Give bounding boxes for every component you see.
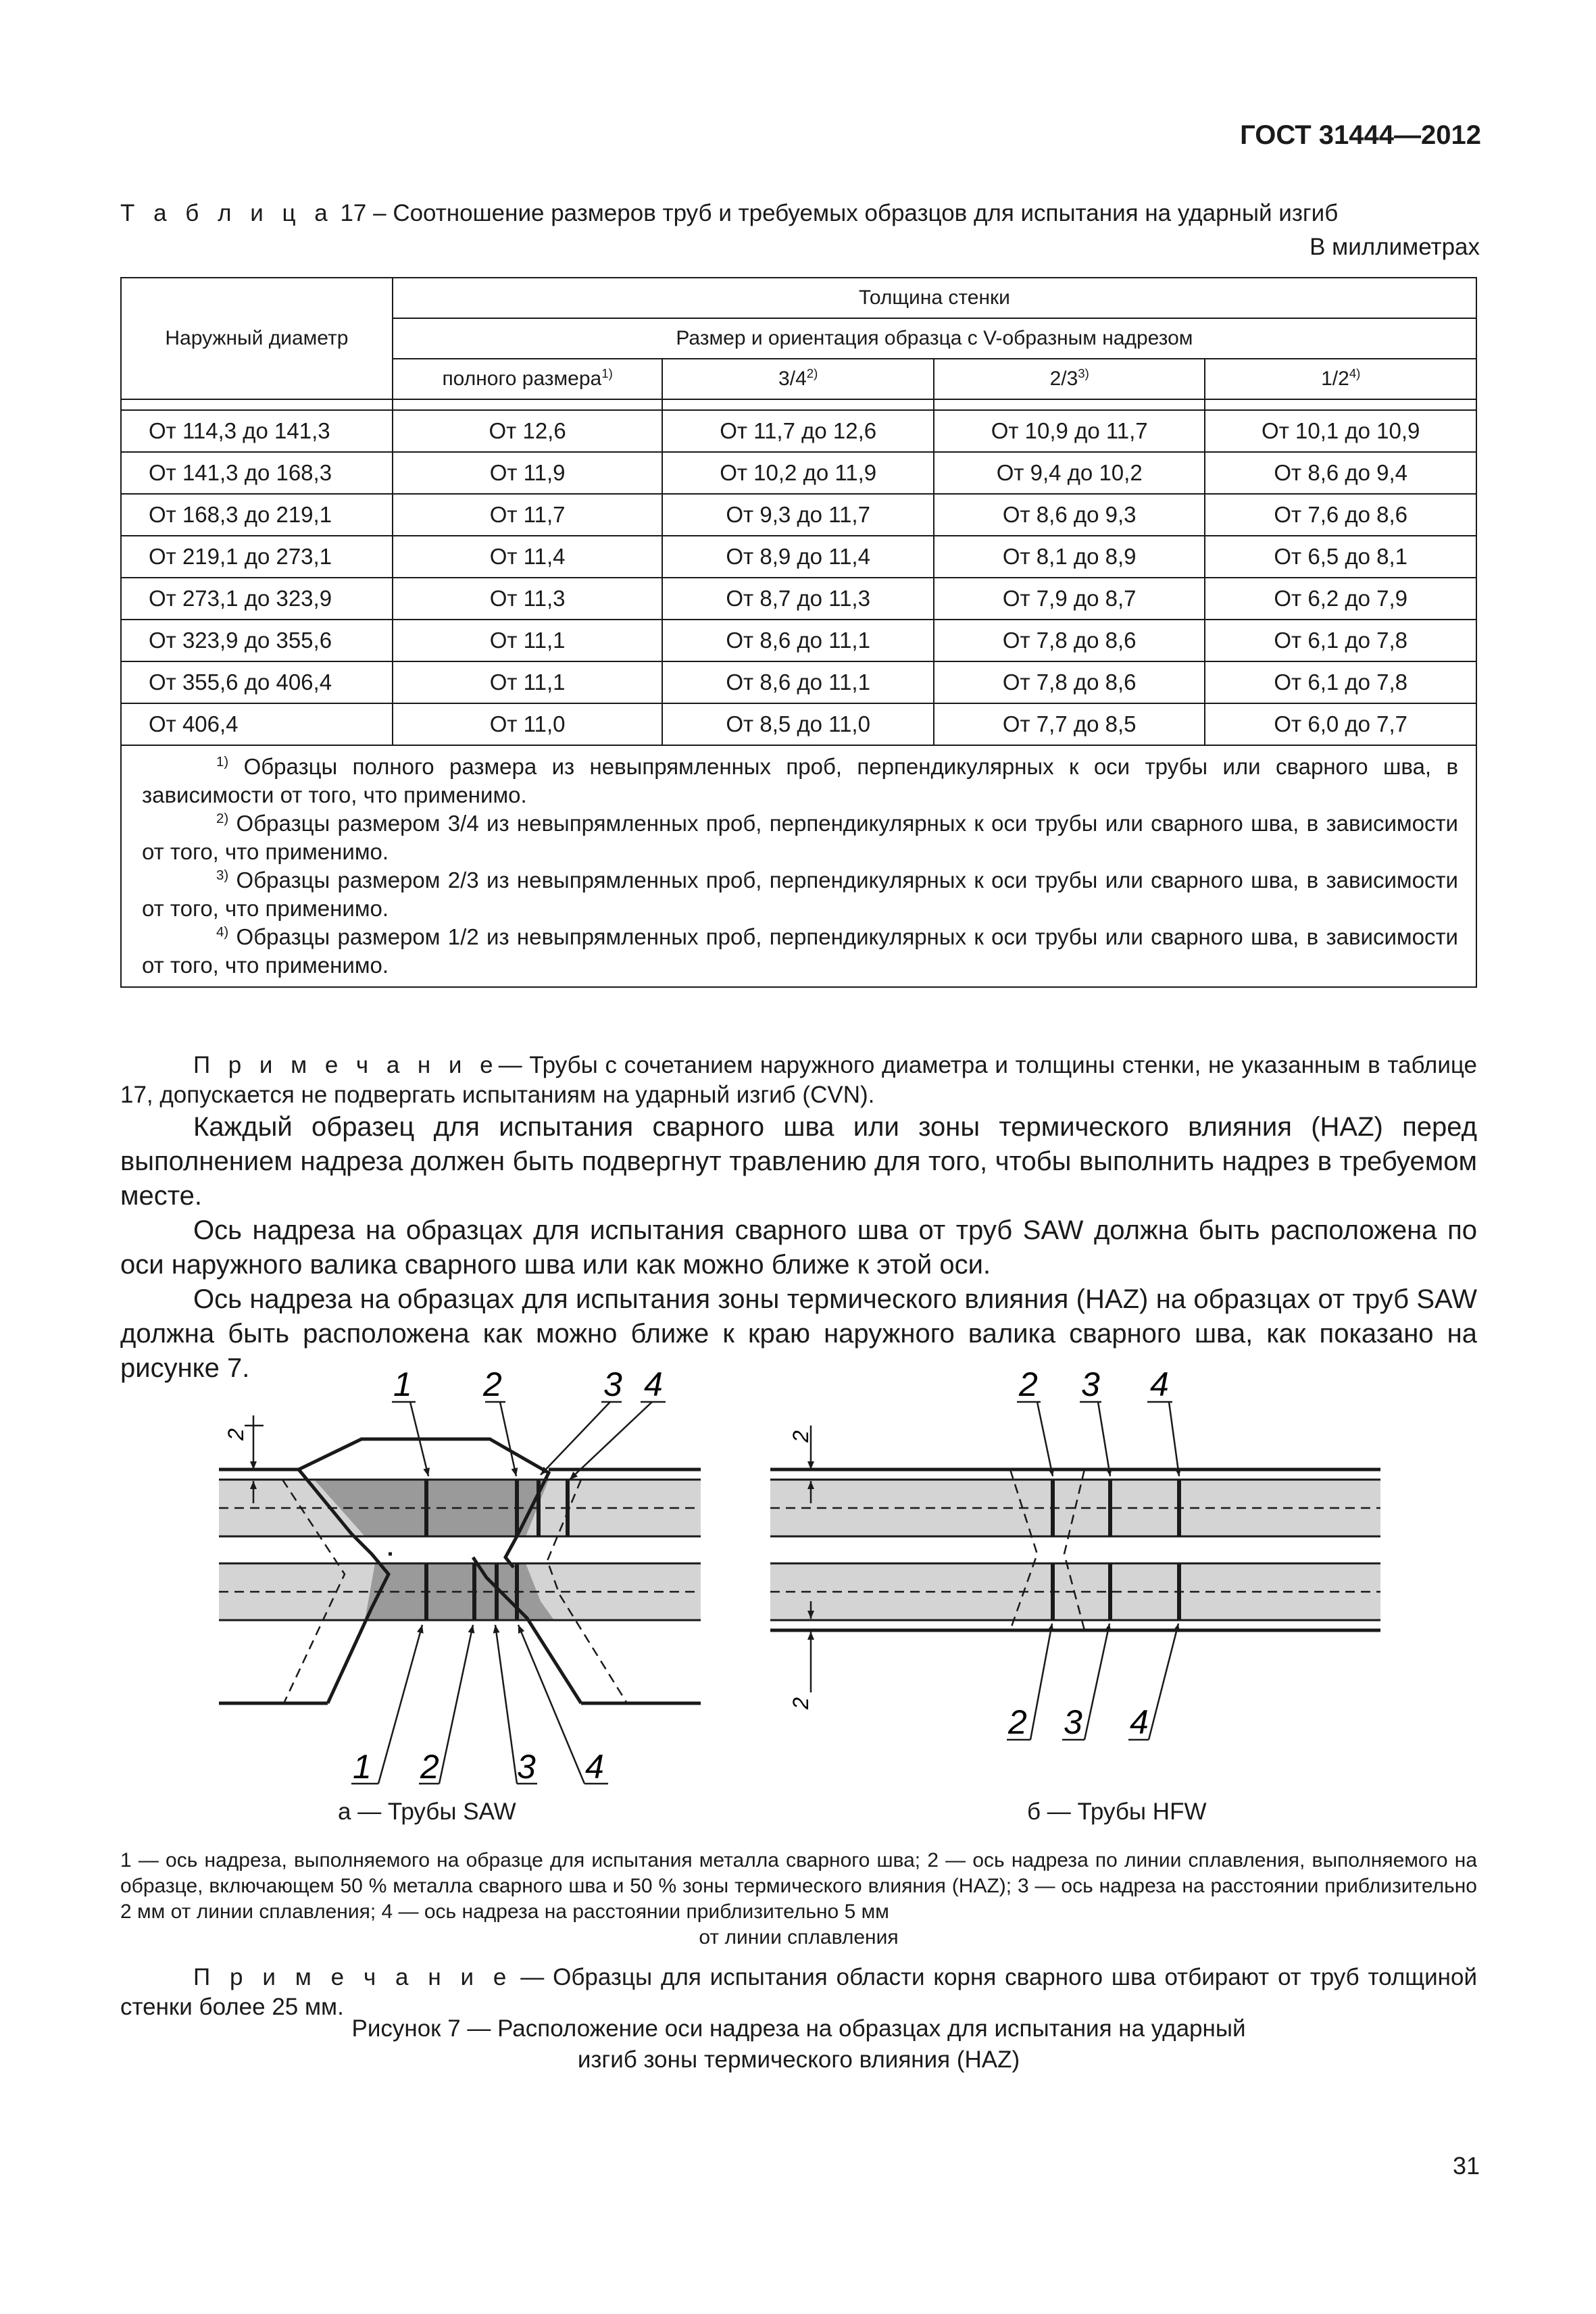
- saw-label-1-bottom: 1: [353, 1748, 372, 1786]
- saw-diagram: [219, 1365, 701, 1786]
- hfw-label-4-top: 4: [1150, 1365, 1169, 1403]
- table-cell: От 11,9: [393, 452, 663, 494]
- table-cell: От 8,6 до 9,3: [934, 494, 1205, 536]
- saw-dim-label: 2: [224, 1428, 248, 1440]
- saw-label-2-bottom: 2: [420, 1748, 439, 1786]
- table-cell: От 168,3 до 219,1: [121, 494, 393, 536]
- table-cell: От 9,3 до 11,7: [662, 494, 934, 536]
- figure-legend: 1 — ось надреза, выполняемого на образце для испытания металла сварного шва; 2 — ось надреза по линии сплавления, выполняемого на образце, включающем 50 % металла сварного шва и 50 % зоны термического влияния (HAZ); 3 — ось надреза на расстоянии приблизительно 2 мм от линии сплавления; 4 — ось надреза на расстоянии приблизительно 5 мм: [120, 1849, 1477, 1923]
- table-cell: От 7,8 до 8,6: [934, 620, 1205, 661]
- table-cell: От 6,1 до 7,8: [1205, 620, 1476, 661]
- table-row: [121, 620, 1476, 661]
- saw-label-1-top: 1: [393, 1365, 412, 1403]
- table-cell: От 11,1: [393, 620, 663, 661]
- header-thickness: Толщина стенки: [393, 278, 1476, 318]
- table-cell: От 7,8 до 8,6: [934, 661, 1205, 703]
- table-cell: От 11,0: [393, 703, 663, 745]
- saw-label-4-bottom: 4: [585, 1748, 604, 1786]
- figure-note-text: — Образцы для испытания области корня сварного шва отбирают от труб толщиной стенки более 25 мм.: [120, 1964, 1478, 2020]
- table-cell: От 10,9 до 11,7: [934, 410, 1205, 452]
- note-label: П р и м е ч а н и е: [193, 1052, 499, 1078]
- table-cell: От 9,4 до 10,2: [934, 452, 1205, 494]
- table-cell: От 11,1: [393, 661, 663, 703]
- figure-legend-end: от линии сплавления: [699, 1926, 899, 1948]
- figure-caption-a: а — Трубы SAW: [338, 1799, 516, 1825]
- header-col-2-3: 2/3$^{3)}$: [934, 359, 1205, 399]
- figure-title: [120, 2013, 1477, 2076]
- table-cell: От 11,3: [393, 578, 663, 620]
- table-cell: От 8,6 до 11,1: [662, 661, 934, 703]
- hfw-label-2-top: 2: [1019, 1365, 1038, 1403]
- table-cell: От 7,7 до 8,5: [934, 703, 1205, 745]
- header-col-full: полного размера$^{1)}$: [393, 359, 663, 399]
- table-cell: От 10,1 до 10,9: [1205, 410, 1476, 452]
- table-cell: От 11,4: [393, 536, 663, 578]
- table-row: [121, 536, 1476, 578]
- table-footnotes: [121, 745, 1476, 987]
- table-cell: От 6,5 до 8,1: [1205, 536, 1476, 578]
- hfw-label-3-top: 3: [1081, 1365, 1100, 1403]
- standard-number: ГОСТ 31444—2012: [1240, 120, 1481, 150]
- table-cell: От 11,7: [393, 494, 663, 536]
- table-cell: От 11,7 до 12,6: [662, 410, 934, 452]
- table-cell: От 8,1 до 8,9: [934, 536, 1205, 578]
- figure-7-diagram: [0, 1351, 1596, 1797]
- table-cell: От 323,9 до 355,6: [121, 620, 393, 661]
- body-paragraph: Ось надреза на образцах для испытания сварного шва от труб SAW должна быть расположена по оси наружного валика сварного шва или как можно ближе к этой оси.: [120, 1215, 1477, 1280]
- hfw-dim-label-top: 2: [789, 1430, 813, 1442]
- saw-label-2-top: 2: [483, 1365, 502, 1403]
- header-specimen-size: Размер и ориентация образца с V-образным надрезом: [393, 318, 1476, 359]
- table-cell: От 8,6 до 11,1: [662, 620, 934, 661]
- body-text: [120, 1110, 1477, 1386]
- table-units: В миллиметрах: [1310, 234, 1480, 260]
- hfw-label-4-bottom: 4: [1130, 1703, 1149, 1741]
- dimensions-table: [120, 277, 1477, 988]
- table-cell: От 8,6 до 9,4: [1205, 452, 1476, 494]
- figure-caption-b: б — Трубы HFW: [1027, 1799, 1207, 1825]
- table-caption-prefix: Т а б л и ц а: [120, 200, 334, 226]
- table-row: [121, 661, 1476, 703]
- table-cell: От 8,5 до 11,0: [662, 703, 934, 745]
- header-col-3-4: 3/4$^{2)}$: [662, 359, 934, 399]
- table-cell: От 406,4: [121, 703, 393, 745]
- body-paragraph: Ось надреза на образцах для испытания зоны термического влияния (HAZ) на образцах от труб SAW должна быть расположена как можно ближе к краю наружного валика сварного шва, как показано на рисунке 7.: [120, 1284, 1477, 1383]
- saw-label-3-top: 3: [603, 1365, 622, 1403]
- table-row: [121, 410, 1476, 452]
- table-cell: От 219,1 до 273,1: [121, 536, 393, 578]
- figure-title-line-2: изгиб зоны термического влияния (HAZ): [577, 2046, 1020, 2073]
- table-row: [121, 494, 1476, 536]
- table-caption-text: 17 – Соотношение размеров труб и требуемых образцов для испытания на ударный изгиб: [340, 200, 1339, 226]
- table-cell: От 8,7 до 11,3: [662, 578, 934, 620]
- table-cell: От 141,3 до 168,3: [121, 452, 393, 494]
- footnote-3: $^{3)}$ Образцы размером 2/3 из невыпрямленных проб, перпендикулярных к оси трубы или сварного шва, в зависимости от того, что применимо.: [142, 867, 1458, 921]
- table-cell: От 355,6 до 406,4: [121, 661, 393, 703]
- table-note: [120, 1051, 1477, 1110]
- page-number: 31: [1452, 2152, 1480, 2180]
- hfw-dim-label-bottom: 2: [789, 1697, 813, 1709]
- table-cell: От 114,3 до 141,3: [121, 410, 393, 452]
- hfw-label-2-bottom: 2: [1008, 1703, 1027, 1741]
- table-cell: От 273,1 до 323,9: [121, 578, 393, 620]
- figure-note-label: П р и м е ч а н и е: [193, 1964, 512, 1990]
- table-cell: От 7,6 до 8,6: [1205, 494, 1476, 536]
- body-paragraph: Каждый образец для испытания сварного шва или зоны термического влияния (HAZ) перед выполнением надреза должен быть подвергнут травлению для того, чтобы выполнить надрез в требуемом месте.: [120, 1112, 1477, 1211]
- table-cell: От 10,2 до 11,9: [662, 452, 934, 494]
- saw-label-3-bottom: 3: [517, 1748, 536, 1786]
- table-cell: От 7,9 до 8,7: [934, 578, 1205, 620]
- header-col-1-2: 1/2$^{4)}$: [1205, 359, 1476, 399]
- hfw-diagram: [770, 1365, 1380, 1741]
- table-cell: От 6,1 до 7,8: [1205, 661, 1476, 703]
- table-row: [121, 703, 1476, 745]
- table-caption: [120, 200, 1338, 227]
- table-row: [121, 578, 1476, 620]
- table-cell: От 12,6: [393, 410, 663, 452]
- footnote-1: $^{1)}$ Образцы полного размера из невыпрямленных проб, перпендикулярных к оси трубы или сварного шва, в зависимости от того, что применимо.: [142, 754, 1459, 807]
- hfw-label-3-bottom: 3: [1064, 1703, 1082, 1741]
- table-row: [121, 452, 1476, 494]
- footnote-4: $^{4)}$ Образцы размером 1/2 из невыпрямленных проб, перпендикулярных к оси трубы или сварного шва, в зависимости от того, что применимо.: [142, 924, 1458, 978]
- note-text: — Трубы с сочетанием наружного диаметра и толщины стенки, не указанным в таблице 17, допускается не подвергать испытаниям на ударный изгиб (CVN).: [120, 1052, 1478, 1108]
- table-cell: От 8,9 до 11,4: [662, 536, 934, 578]
- footnote-2: $^{2)}$ Образцы размером 3/4 из невыпрямленных проб, перпендикулярных к оси трубы или сварного шва, в зависимости от того, что применимо.: [142, 811, 1458, 864]
- table-cell: От 6,2 до 7,9: [1205, 578, 1476, 620]
- saw-label-4-top: 4: [644, 1365, 663, 1403]
- header-diameter: Наружный диаметр: [121, 278, 393, 399]
- figure-title-line-1: Рисунок 7 — Расположение оси надреза на образцах для испытания на ударный: [351, 2015, 1246, 2042]
- table-cell: От 6,0 до 7,7: [1205, 703, 1476, 745]
